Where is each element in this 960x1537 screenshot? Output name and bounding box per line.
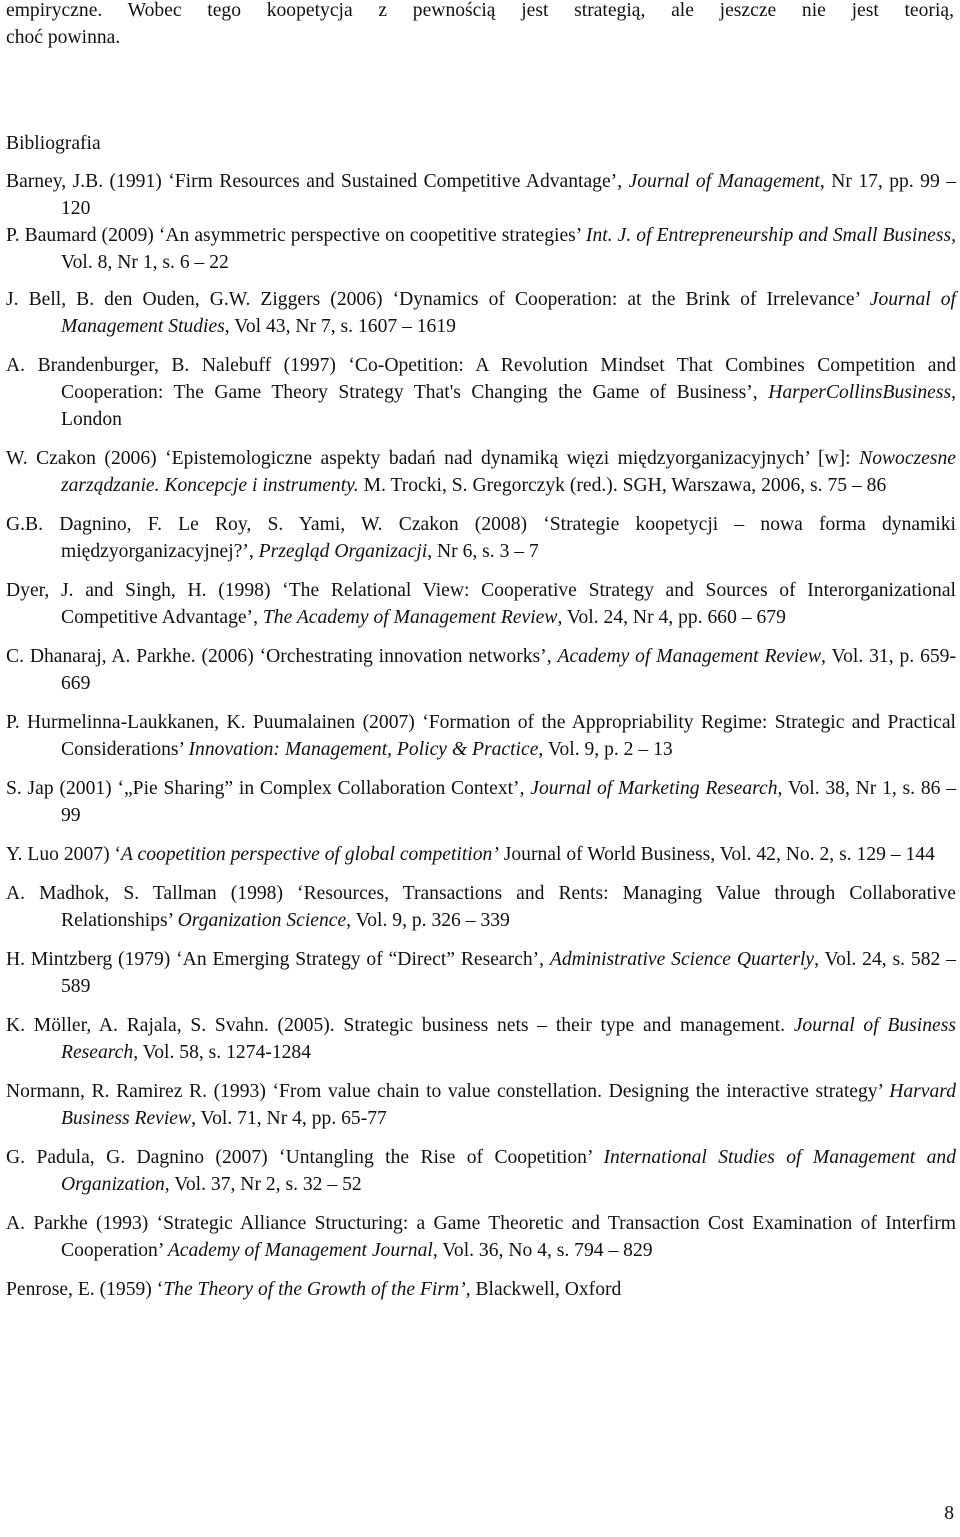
- reference-text: C. Dhanaraj, A. Parkhe. (2006) ‘Orchestrating innovation networks’,: [6, 646, 558, 667]
- reference-italic: Int. J. of Entrepreneurship and Small Business,: [585, 225, 956, 246]
- reference-text: , Vol. 38, Nr 1, s. 86 – 99: [61, 778, 956, 826]
- intro-paragraph: [6, 0, 954, 51]
- reference-item: [6, 643, 956, 697]
- reference-text: W. Czakon (2006) ‘Epistemologiczne aspekty badań nad dynamiką więzi międzyorganizacyjnych’ [w]:: [6, 448, 860, 469]
- reference-list: [6, 168, 956, 1315]
- reference-item: [6, 577, 956, 631]
- reference-text: S. Jap (2001) ‘„Pie Sharing” in Complex Collaboration Context’,: [6, 778, 531, 799]
- reference-item: [6, 880, 956, 934]
- reference-italic: The Theory of the Growth of the Firm’: [163, 1279, 466, 1300]
- reference-text: H. Mintzberg (1979) ‘An Emerging Strategy of “Direct” Research’,: [6, 949, 550, 970]
- section-heading: Bibliografia: [6, 133, 101, 154]
- reference-item: [6, 511, 956, 565]
- reference-italic: International Studies of Management and Organization: [61, 1147, 956, 1195]
- reference-text: , Vol. 71, Nr 4, pp. 65-77: [191, 1108, 387, 1129]
- reference-italic: The Academy of Management Review: [262, 607, 558, 628]
- reference-item: [6, 1276, 956, 1303]
- reference-text: P. Baumard (2009) ‘An asymmetric perspective on coopetitive strategies’: [6, 225, 586, 246]
- reference-text: Penrose, E. (1959) ‘: [6, 1279, 164, 1300]
- reference-text: , Vol. 9, p. 326 – 339: [346, 910, 510, 931]
- reference-text: Y. Luo 2007) ‘: [6, 844, 122, 865]
- reference-italic: Journal of Management Studies: [61, 289, 956, 337]
- reference-item: [6, 1078, 956, 1132]
- reference-italic: Journal of Marketing Research: [530, 778, 778, 799]
- reference-item: [6, 352, 956, 433]
- reference-italic: Academy of Management Journal: [167, 1240, 433, 1261]
- reference-item: [6, 1210, 956, 1264]
- reference-text: Journal of World Business, Vol. 42, No. 2, s. 129 – 144: [498, 844, 935, 865]
- reference-item: [6, 841, 956, 868]
- reference-italic: Academy of Management Review: [557, 646, 822, 667]
- reference-text: A. Brandenburger, B. Nalebuff (1997) ‘Co-Opetition: A Revolution Mindset That Combines Competition and Cooperation: The Game Theory Strategy That's Changing the Game of Business’,: [6, 355, 956, 403]
- reference-text: G.B. Dagnino, F. Le Roy, S. Yami, W. Czakon (2008) ‘Strategie koopetycji – nowa forma dynamiki międzyorganizacyjnej?’,: [6, 514, 956, 562]
- reference-italic: Journal of Management: [628, 171, 820, 192]
- reference-item: [6, 1012, 956, 1066]
- reference-text: , Vol. 36, No 4, s. 794 – 829: [432, 1240, 653, 1261]
- reference-text: Dyer, J. and Singh, H. (1998) ‘The Relational View: Cooperative Strategy and Sources of Interorganizational Competitive Advantage’,: [6, 580, 956, 628]
- reference-italic: Przegląd Organizacji: [258, 541, 428, 562]
- reference-text: , Nr 6, s. 3 – 7: [427, 541, 539, 562]
- reference-text: K. Möller, A. Rajala, S. Svahn. (2005). Strategic business nets – their type and management.: [6, 1015, 794, 1036]
- reference-text: M. Trocki, S. Gregorczyk (red.). SGH, Warszawa, 2006, s. 75 – 86: [358, 475, 887, 496]
- reference-text: , Vol. 24, s. 582 – 589: [61, 949, 956, 997]
- reference-item: [6, 445, 956, 499]
- reference-text: , Nr 17, pp. 99 – 120: [61, 171, 956, 219]
- reference-italic: Journal of Business Research: [61, 1015, 956, 1063]
- reference-text: J. Bell, B. den Ouden, G.W. Ziggers (2006) ‘Dynamics of Cooperation: at the Brink of Irrelevance’: [6, 289, 870, 310]
- intro-line-1: empiryczne. Wobec tego koopetycja z pewnością jest strategią, ale jeszcze nie jest teorią,: [6, 0, 954, 21]
- reference-text: Barney, J.B. (1991) ‘Firm Resources and Sustained Competitive Advantage’,: [6, 171, 629, 192]
- reference-text: , Vol. 9, p. 2 – 13: [538, 739, 673, 760]
- reference-italic: Organization Science: [177, 910, 347, 931]
- reference-italic: Administrative Science Quarterly: [549, 949, 815, 970]
- reference-text: , Vol. 58, s. 1274-1284: [133, 1042, 312, 1063]
- reference-item: [6, 946, 956, 1000]
- reference-text: , London: [61, 382, 956, 430]
- reference-text: , Vol. 24, Nr 4, pp. 660 – 679: [557, 607, 786, 628]
- reference-item: [6, 709, 956, 763]
- reference-text: , Blackwell, Oxford: [465, 1279, 622, 1300]
- reference-italic: Innovation: Management, Policy & Practice: [188, 739, 539, 760]
- intro-line-2: choć powinna.: [6, 27, 121, 48]
- reference-item: [6, 775, 956, 829]
- reference-text: Normann, R. Ramirez R. (1993) ‘From value chain to value constellation. Designing the interactive strategy’: [6, 1081, 890, 1102]
- reference-item: [6, 286, 956, 340]
- reference-item: [6, 222, 956, 276]
- reference-text: A. Madhok, S. Tallman (1998) ‘Resources, Transactions and Rents: Managing Value through Collaborative Relationships’: [6, 883, 956, 931]
- reference-item: [6, 168, 956, 222]
- reference-text: P. Hurmelinna-Laukkanen, K. Puumalainen (2007) ‘Formation of the Appropriability Regime: Strategic and Practical Considerations’: [6, 712, 956, 760]
- reference-italic: HarperCollinsBusiness: [768, 382, 952, 403]
- reference-text: Vol. 8, Nr 1, s. 6 – 22: [61, 252, 229, 273]
- page-number: 8: [944, 1503, 954, 1524]
- reference-italic: Nowoczesne zarządzanie. Koncepcje i instrumenty.: [61, 448, 956, 496]
- reference-text: G. Padula, G. Dagnino (2007) ‘Untangling the Rise of Coopetition’: [6, 1147, 604, 1168]
- reference-item: [6, 1144, 956, 1198]
- reference-text: , Vol. 31, p. 659-669: [61, 646, 956, 694]
- reference-text: , Vol 43, Nr 7, s. 1607 – 1619: [224, 316, 456, 337]
- reference-text: , Vol. 37, Nr 2, s. 32 – 52: [164, 1174, 362, 1195]
- reference-italic: Harvard Business Review: [61, 1081, 956, 1129]
- reference-text: A. Parkhe (1993) ‘Strategic Alliance Structuring: a Game Theoretic and Transaction Cost Examination of Interfirm Cooperation’: [6, 1213, 956, 1261]
- reference-italic: A coopetition perspective of global competition’: [121, 844, 499, 865]
